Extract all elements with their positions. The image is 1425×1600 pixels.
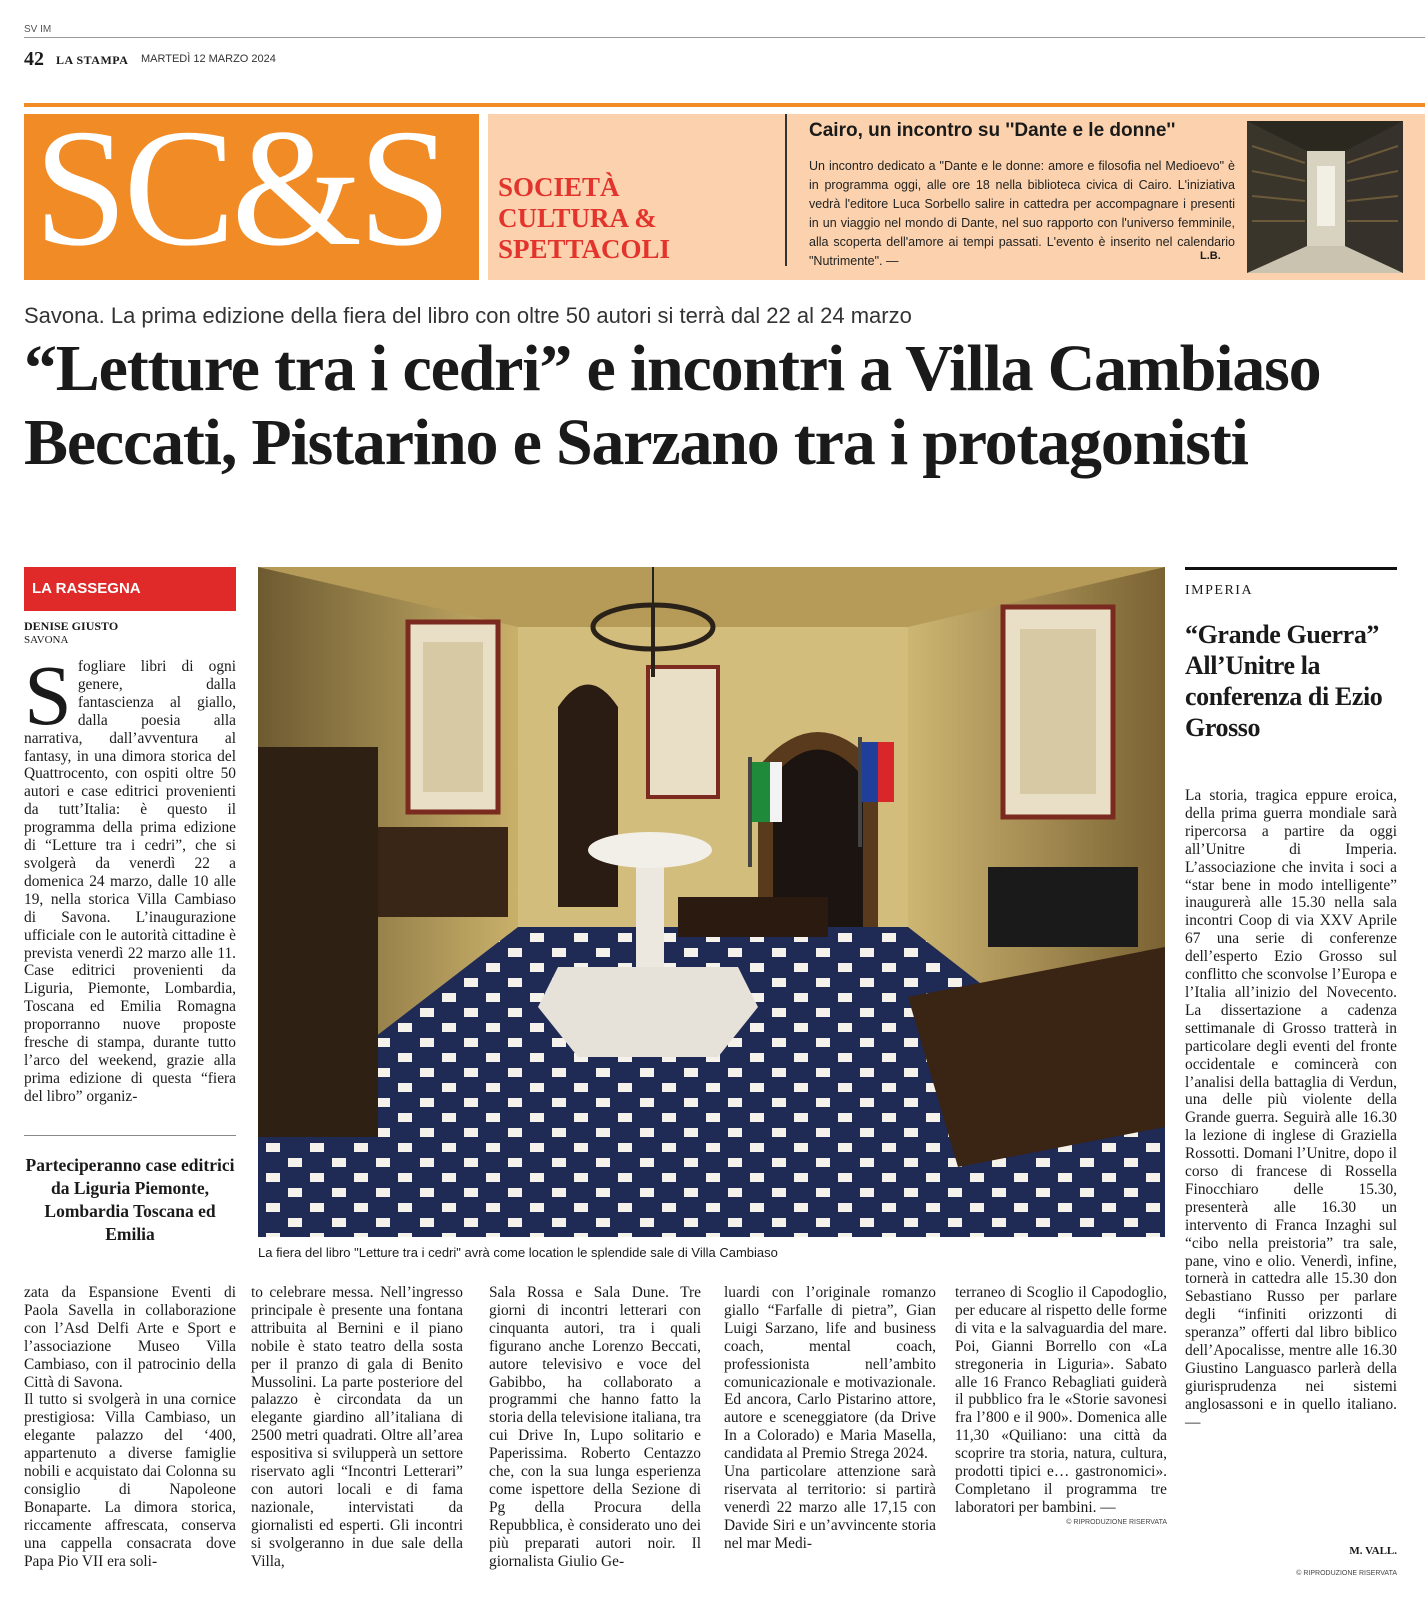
issue-date: MARTEDÌ 12 MARZO 2024	[141, 53, 276, 65]
article-copyright: © RIPRODUZIONE RISERVATA	[1066, 1518, 1167, 1526]
photo-caption: La fiera del libro "Letture tra i cedri" avrà come location le splendide sale di Villa Cambiaso	[258, 1245, 778, 1260]
article-kicker: Savona. La prima edizione della fiera del libro con oltre 50 autori si terrà dal 22 al 24 marzo	[24, 303, 912, 328]
headline-line-1: “Letture tra i cedri” e incontri a Villa Cambiaso	[24, 332, 1321, 405]
brief-body: Un incontro dedicato a "Dante e le donne: amore e filosofia nel Medioevo" è in programma oggi, alle ore 18 nella biblioteca civica di Cairo. L'iniziativa vedrà l'editore Luca Sorbello salire in cattedra per accompagnare i presenti in un viaggio nel mondo di Dante, nel suo rapporto con l'universo femminile, alla scoperta dell'amore ai tempi passati. L'evento è inserito nel calendario "Nutrimente". —	[809, 159, 1235, 268]
article-column-4: luardi con l’originale romanzo giallo “Farfalle di pietra”, Gian Luigi Sarzano, life and business coach, mental coach, professionista nell’ambito comunicazionale e motivazionale. Ed ancora, Carlo Pistarino attore, autore e sceneggiatore (da Drive In a Colorado) e Maria Masella, candidata al Premio Strega 2024. Una particolare attenzione sarà riservata al territorio: si partirà venerdì 22 marzo alle 17,15 con Davide Siri e un’avvincente storia nel mar Medi-	[724, 1284, 936, 1552]
drop-cap: S	[24, 647, 72, 743]
sidebar-tag: IMPERIA	[1185, 583, 1254, 598]
sidebar-rule	[1185, 567, 1397, 570]
article-column-5	[955, 1284, 1167, 1526]
article-column-5-text: terraneo di Scoglio il Capodoglio, per educare al rispetto delle forme di vita e la salvaguardia del mare. Poi, Gianni Borrello con «La stregoneria in Liguria». Sabato alle 16 Franco Rebagliati guiderà il pubblico fra le «Storie savonesi fra l’800 e il 900». Domenica alle 11,30 «Quiliano: una città da scoprire tra storia, natura, cultura, prodotti tipici e… gastronomici». Completano il programma tre laboratori per bambini. —	[955, 1284, 1167, 1516]
article-column-2: to celebrare messa. Nell’ingresso principale è presente una fontana attribuita al Bernini e il piano nobile è stato teatro della sosta per il pranzo di gala di Benito Mussolini. La parte posteriore del palazzo è circondata da un elegante giardino all’italiana di 2500 metri quadrati. Oltre all’area espositiva si svilupperà un settore riservato agli “Incontri Letterari” con autori locali e di fama nazionale, intervistati da giornalisti ed esperti. Gli incontri si svolgeranno in due sale della Villa,	[251, 1284, 463, 1570]
section-subtitle-line: SPETTACOLI	[498, 234, 671, 264]
section-tag	[24, 567, 236, 611]
article-lead	[24, 647, 236, 1106]
section-subtitle-line: SOCIETÀ	[498, 172, 620, 202]
header-rule	[24, 37, 1425, 38]
newspaper-name: LA STAMPA	[56, 53, 129, 67]
section-panel	[488, 114, 1425, 280]
pull-quote: Parteciperanno case editrici da Liguria Piemonte, Lombardia Toscana ed Emilia	[25, 1155, 235, 1244]
lead-text: fogliare libri di ogni genere, dalla fantascienza al giallo, dalla poesia alla narrativa, dall’avventura al fantasy, in una dimora storica del Quattrocento, con ospiti oltre 50 autori e case editrici provenienti da tutt’Italia: è questo il programma della prima edizione di “Letture tra i cedri”, che si svolgerà da venerdì 22 a domenica 24 marzo, dalle 10 alle 19, nella storica Villa Cambiaso di Savona. L’inaugurazione ufficiale con le autorità cittadine è prevista venerdì 22 marzo alle 11. Case editrici provenienti da Liguria, Piemonte, Lombardia, Toscana ed Emilia Romagna proporranno nuove proposte fresche di stampa, durante tutto l’arco del weekend, grazie alla prima edizione di questa “fiera del libro” organiz-	[24, 658, 236, 1105]
section-rule	[24, 103, 1425, 107]
sidebar-body: La storia, tragica eppure eroica, della prima guerra mondiale sarà ripercorsa a partire da oggi all’Unitre di Imperia. L’associazione che invita i soci a “star bene in modo intelligente” inaugurerà alle 15.30 nella sala incontri Coop di via XXV Aprile 67 una serie di conferenze dell’esperto Ezio Grosso sul conflitto che sconvolse l’Europa e l’Italia all’inizio del Novecento. La dissertazione a cadenza settimanale di Grosso tratterà in particolare degli eventi del fronte occidentale e comincerà con l’analisi della battaglia di Verdun, una delle più violente della Grande guerra. Seguirà alle 16.30 la lezione di inglese di Graziella Rossotti. Domani l’Unitre, dopo il corso di francese di Rossella Finocchiaro delle 15.30, presenterà alle 16.30 un intervento di Franca Inzaghi sul “cibo nella preistoria” tra sale, pane, vino e olio. Venerdì, infine, tornerà in cattedra alle 15.30 don Sebastiano Russo per parlare degli “infiniti orizzonti di speranza” offerti dal libro biblico dell’Apocalisse, mentre alle 16.30 Giustino Languasco parlerà della giurisprudenza nei sistemi anglosassoni e in quello italiano. —	[1185, 787, 1397, 1431]
page-number: 42	[24, 48, 44, 70]
section-tag-label: LA RASSEGNA	[32, 580, 141, 597]
brief-divider	[785, 114, 787, 266]
sidebar-copyright: © RIPRODUZIONE RISERVATA	[1296, 1570, 1397, 1577]
library-photo	[1247, 121, 1403, 273]
sidebar-signature: M. VALL.	[1349, 1545, 1397, 1557]
section-subtitle	[498, 172, 670, 265]
section-logo: SC&S	[34, 114, 448, 280]
brief-signature: L.B.	[1200, 250, 1221, 262]
headline-line-2: Beccati, Pistarino e Sarzano tra i protagonisti	[24, 406, 1248, 479]
section-logo-block	[24, 114, 479, 280]
byline: DENISE GIUSTO	[24, 619, 119, 633]
article-column-3: Sala Rossa e Sala Dune. Tre giorni di incontri letterari con cinquanta autori, tra i quali figurano anche Lorenzo Beccati, autore televisivo e voce del Gabibbo, ha collaborato a programmi che hanno fatto la storia della televisione italiana, tra cui Drive In, Lupo solitario e Paperissima. Roberto Centazzo che, con la sua lunga esperienza come ispettore della Sezione di Pg della Procura della Repubblica, è considerato uno dei più preparati autori noir. Il giornalista Giulio Ge-	[489, 1284, 701, 1570]
pull-quote-rule	[24, 1135, 236, 1136]
article-column-1: zata da Espansione Eventi di Paola Savella in collaborazione con l’Asd Delfi Arte e Sport e l’associazione Museo Villa Cambiaso, con il patrocinio della Città di Savona. Il tutto si svolgerà in una cornice prestigiosa: Villa Cambiaso, un elegante palazzo del ‘400, appartenuto a diverse famiglie nobili e acquistato dai Colonna su consiglio di Napoleone Bonaparte. La dimora storica, riccamente affrescata, conserva una cappella consacrata dove Papa Pio VII era soli-	[24, 1284, 236, 1570]
villa-hall-photo	[258, 567, 1165, 1237]
dateline: SAVONA	[24, 634, 69, 646]
section-subtitle-line: CULTURA &	[498, 203, 657, 233]
edition-code: SV IM	[24, 24, 52, 35]
brief-title: Cairo, un incontro su ''Dante e le donne''	[809, 120, 1176, 141]
sidebar-headline: “Grande Guerra” All’Unitre la conferenza di Ezio Grosso	[1185, 620, 1383, 742]
